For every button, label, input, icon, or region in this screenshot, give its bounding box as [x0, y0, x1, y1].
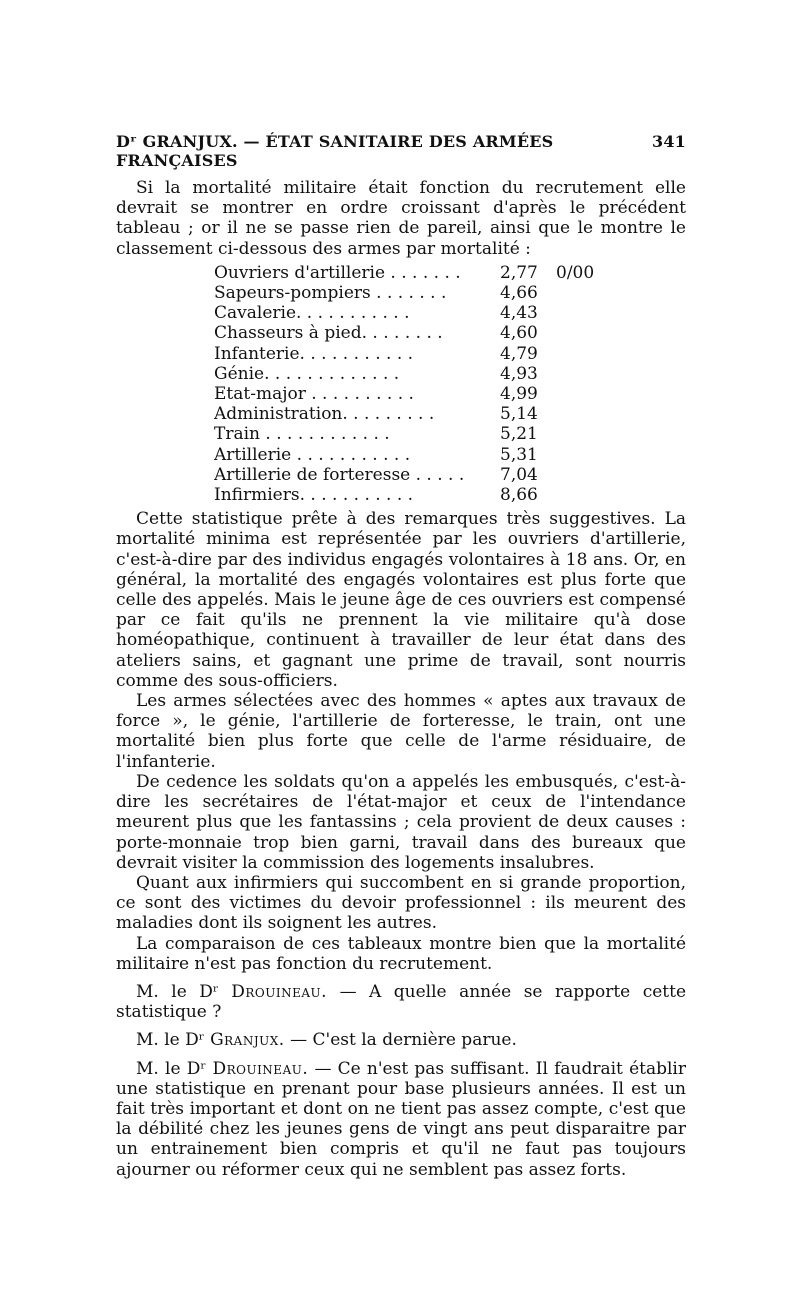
- dialogue-paragraph: [116, 982, 686, 1022]
- arm-name: Génie. . . . . . . . . . . . .: [214, 363, 400, 384]
- body-paragraph: Quant aux infirmiers qui succombent en si grande proportion, ce sont des victimes du devoir professionnel : ils meurent des maladies dont ils soignent les autres.: [116, 872, 686, 934]
- arm-name: Sapeurs-pompiers . . . . . . .: [214, 283, 447, 304]
- table-row: [214, 283, 686, 303]
- arm-name: Artillerie . . . . . . . . . . .: [214, 444, 411, 465]
- table-row: [214, 424, 686, 444]
- arm-name: Cavalerie. . . . . . . . . . .: [214, 303, 410, 324]
- page-number: 341: [652, 132, 686, 151]
- speech-text: — Ce n'est pas suffisant. Il faudrait établir une statistique en prenant pour base plusieurs années. Il est un fait très important et dont on ne tient pas assez compte, c'est que la débilité chez les jeunes gens de vingt ans peut disparaitre par un entrainement bien compris et qu'il ne faut pas toujours ajourner ou réformer ceux qui ne semblent pas assez forts.: [116, 1058, 686, 1180]
- arm-name: Infanterie. . . . . . . . . . .: [214, 343, 414, 364]
- unit-label: 0/00: [556, 262, 595, 283]
- mortality-value: 4,79: [500, 343, 538, 364]
- mortality-value: 2,77: [500, 262, 538, 283]
- dialogue-paragraph: [116, 1030, 686, 1050]
- table-row: [214, 263, 686, 283]
- table-row: [214, 344, 686, 364]
- speaker-prefix: M. le Dʳ: [136, 1058, 207, 1079]
- table-row: [214, 323, 686, 343]
- mortality-value: 5,14: [500, 404, 538, 425]
- table-row: [214, 404, 686, 424]
- mortality-value: 5,21: [500, 424, 538, 445]
- table-row: [214, 485, 686, 505]
- body-paragraph: De cedence les soldats qu'on a appelés les embusqués, c'est-à-dire les secrétaires de l'état-major et ceux de l'intendance meurent plus que les fantassins ; cela provient de deux causes : porte-monnaie trop bien garni, travail dans des bureaux que devrait visiter la commission des logements insalubres.: [116, 771, 686, 873]
- mortality-value: 7,04: [500, 464, 538, 485]
- speaker-prefix: M. le Dʳ: [136, 1030, 205, 1051]
- page: [116, 132, 686, 1180]
- table-row: [214, 445, 686, 465]
- speech-text: — A quelle année se rapporte cette statistique ?: [116, 981, 687, 1023]
- arm-name: Artillerie de forteresse . . . . .: [214, 464, 465, 485]
- arm-name: Train . . . . . . . . . . . .: [214, 424, 390, 445]
- arm-name: Ouvriers d'artillerie . . . . . . .: [214, 262, 461, 283]
- speech-text: — C'est la dernière parue.: [290, 1030, 517, 1051]
- mortality-value: 8,66: [500, 485, 538, 506]
- arm-name: Infirmiers. . . . . . . . . . .: [214, 485, 414, 506]
- body-paragraph: La comparaison de ces tableaux montre bien que la mortalité militaire n'est pas fonction du recrutement.: [116, 933, 686, 974]
- intro-paragraph: Si la mortalité militaire était fonction du recrutement elle devrait se montrer en ordre croissant d'après le précédent tableau ; or il ne se passe rien de pareil, ainsi que le montre le classement ci-dessous des armes par mortalité :: [116, 178, 686, 259]
- table-row: [214, 303, 686, 323]
- dialogue-paragraph: [116, 1059, 686, 1180]
- mortality-table: [214, 263, 686, 505]
- running-header: [116, 132, 686, 170]
- header-title: Dʳ GRANJUX. — ÉTAT SANITAIRE DES ARMÉES FRANÇAISES: [116, 132, 554, 170]
- mortality-value: 4,60: [500, 323, 538, 344]
- speaker-name: Drouineau.: [231, 981, 328, 1002]
- arm-name: Administration. . . . . . . . .: [214, 404, 435, 425]
- body-paragraph: Cette statistique prête à des remarques très suggestives. La mortalité minima est représentée par les ouvriers d'artillerie, c'est-à-dire par des individus engagés volontaires à 18 ans. Or, en général, la mortalité des engagés volontaires est plus forte que celle des appelés. Mais le jeune âge de ces ouvriers est compensé par ce fait qu'ils ne prennent la vie militaire qu'à dose homéopathique, continuent à travailler de leur état dans des ateliers sains, et gagnant une prime de travail, sont nourris comme des sous-officiers.: [116, 509, 686, 691]
- mortality-value: 4,99: [500, 384, 538, 405]
- speaker-name: Granjux.: [210, 1030, 285, 1051]
- speaker-prefix: M. le Dʳ: [136, 981, 219, 1002]
- speaker-name: Drouineau.: [212, 1058, 309, 1079]
- mortality-value: 4,93: [500, 363, 538, 384]
- arm-name: Chasseurs à pied. . . . . . . .: [214, 323, 443, 344]
- table-row: [214, 465, 686, 485]
- mortality-value: 4,66: [500, 283, 538, 304]
- arm-name: Etat-major . . . . . . . . . .: [214, 384, 414, 405]
- table-row: [214, 384, 686, 404]
- table-row: [214, 364, 686, 384]
- mortality-value: 5,31: [500, 444, 538, 465]
- body-paragraph: Les armes sélectées avec des hommes « aptes aux travaux de force », le génie, l'artillerie de forteresse, le train, ont une mortalité bien plus forte que celle de l'arme résiduaire, de l'infanterie.: [116, 691, 686, 772]
- mortality-value: 4,43: [500, 303, 538, 324]
